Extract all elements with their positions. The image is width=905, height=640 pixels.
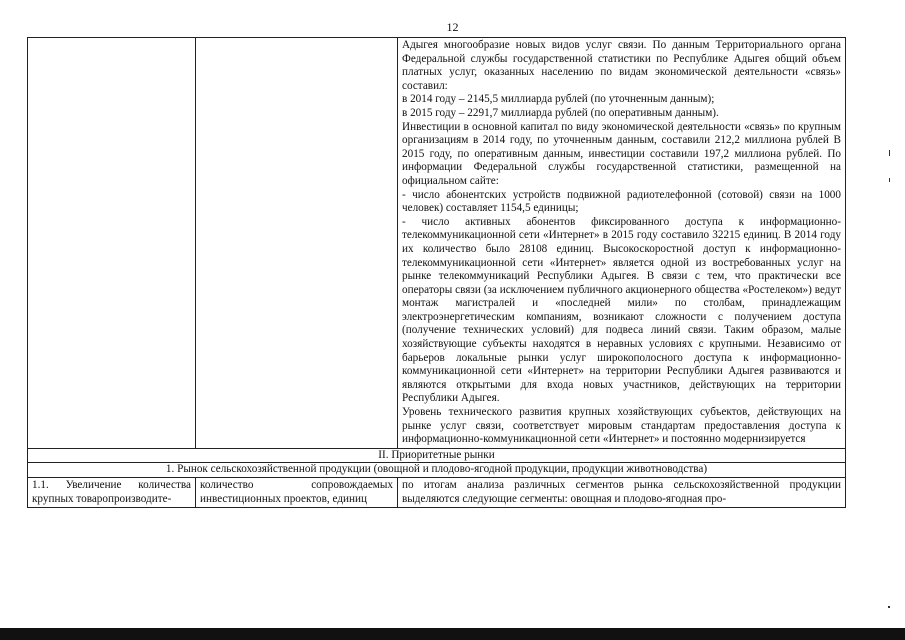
- page-number: 12: [446, 20, 459, 34]
- scan-speck: [888, 606, 890, 608]
- description-cell: по итогам анализа различных сегментов рынка сельскохозяйственной продукции выделяются следующие сегменты: овощная и плодово-ягодная про-: [398, 478, 846, 508]
- scan-speck: [889, 150, 890, 156]
- section-row: [28, 448, 846, 463]
- paragraph: Уровень технического развития крупных хозяйствующих субъектов, действующих на рынке услуг связи, соответствует мировым стандартам предоставления доступа к информационно-коммуникационной сети «Интернет» и постоянно модернизируется: [402, 406, 841, 446]
- subsection-row: [28, 463, 846, 478]
- paragraph: в 2015 году – 2291,7 миллиарда рублей (по оперативным данным).: [402, 106, 719, 119]
- paragraph: в 2014 году – 2145,5 миллиарда рублей (по уточненным данным);: [402, 93, 715, 106]
- indicator-cell: количество сопровождаемых инвестиционных проектов, единиц: [196, 478, 398, 508]
- paragraph: Адыгея многообразие новых видов услуг связи. По данным Территориального органа Федеральной службы государственной статистики по Республике Адыгея общий объем платных услуг, оказанных населению по видам экономической деятельности «связь» составил:: [402, 39, 841, 92]
- scan-bottom-edge: [0, 628, 905, 640]
- table-row: [28, 478, 846, 508]
- scan-speck: [889, 178, 890, 182]
- empty-cell-measure: [28, 38, 196, 449]
- paragraph: - число активных абонентов фиксированного доступа к информационно-телекоммуникационной сети «Интернет» в 2015 году составило 32215 единиц. В 2014 году их количество было 28108 единиц. Высокоскоростной доступ к информационно-телекоммуникационной сети «Интернет» является одной из востребованных услуг на рынке телекоммуникаций Республики Адыгея. В связи с тем, что практически все операторы связи (за исключением публичного акционерного общества «Ростелеком») ведут монтаж магистралей и «последней мили» по столбам, принадлежащим электроэнергетическим компаниям, возникают сложности с получением доступа (получение технических условий) для подвеса линий связи. Таким образом, малые хозяйствующие субъекты находятся в неравных условиях с крупными. Независимо от барьеров локальные рынки услуг широкополосного доступа к информационно-коммуникационной сети «Интернет» на территории Республики Адыгея развиваются и являются открытыми для входа новых участников, действующих на территории Республики Адыгея.: [402, 215, 841, 405]
- paragraph: - число абонентских устройств подвижной радиотелефонной (сотовой) связи на 1000 человек) составляет 1154,5 единицы;: [402, 188, 841, 215]
- section-title: II. Приоритетные рынки: [28, 448, 846, 463]
- table-row-continuation: [28, 38, 846, 449]
- main-text-cell: [398, 38, 846, 449]
- measure-cell: 1.1. Увеличение количества крупных товаропроизводите-: [28, 478, 196, 508]
- empty-cell-indicator: [196, 38, 398, 449]
- paragraph: Инвестиции в основной капитал по виду экономической деятельности «связь» по крупным организациям в 2014 году, по уточненным данным, составили 212,2 миллиона рублей В 2015 году, по оперативным данным, инвестиции составили 197,2 миллиона рублей. По информации Федеральной службы государственной статистики, размещенной на официальном сайте:: [402, 120, 841, 187]
- subsection-title: 1. Рынок сельскохозяйственной продукции (овощной и плодово-ягодной продукции, продукции животноводства): [28, 463, 846, 478]
- document-table: [27, 37, 846, 508]
